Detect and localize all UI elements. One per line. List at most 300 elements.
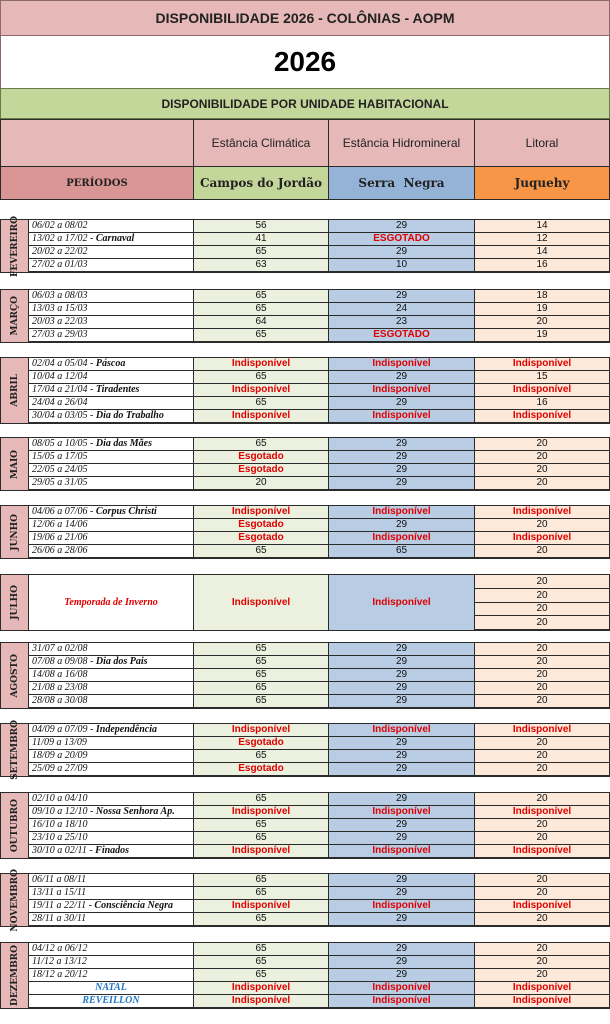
campos-cell: 56 (194, 220, 329, 233)
document-title: DISPONIBILIDADE 2026 - COLÔNIAS - AOPM (0, 0, 610, 36)
table-row (0, 545, 610, 558)
period-cell (29, 793, 194, 806)
serra-cell: 29 (329, 913, 475, 926)
serra-cell: 29 (329, 246, 475, 259)
period-cell (29, 737, 194, 750)
period-cell (29, 545, 194, 558)
period-dates: 28/08 a 30/08 (32, 695, 88, 706)
table-row (0, 900, 610, 913)
juquehy-cell: 20 (475, 545, 610, 558)
campos-cell: 41 (194, 233, 329, 246)
period-cell (29, 438, 194, 451)
serra-cell: 29 (329, 832, 475, 845)
location-header-campos: Campos do Jordão (194, 167, 329, 200)
event-name: Nossa Senhora Ap. (95, 806, 175, 817)
serra-cell: 29 (329, 290, 475, 303)
period-dates: 04/06 a 07/06 - (32, 506, 94, 517)
serra-cell: 29 (329, 943, 475, 956)
campos-cell: Indisponível (194, 982, 329, 995)
event-name: Dia dos Pais (95, 656, 148, 667)
period-cell (29, 477, 194, 490)
year-heading: 2026 (0, 36, 610, 88)
campos-cell: 65 (194, 643, 329, 656)
campos-cell: Indisponível (194, 845, 329, 858)
table-row (0, 669, 610, 682)
table-row (0, 643, 610, 656)
period-cell (29, 290, 194, 303)
serra-cell: 29 (329, 477, 475, 490)
juquehy-cell: 18 (475, 290, 610, 303)
period-dates: 29/05 a 31/05 (32, 477, 88, 488)
holiday-label: NATAL (95, 982, 127, 993)
month-label: NOVEMBRO (9, 868, 20, 932)
period-cell (29, 943, 194, 956)
serra-cell: ESGOTADO (329, 329, 475, 342)
period-dates: 12/06 a 14/06 (32, 519, 88, 530)
event-name: Corpus Christi (95, 506, 157, 517)
serra-cell: 65 (329, 545, 475, 558)
period-cell (29, 451, 194, 464)
period-cell (29, 669, 194, 682)
juquehy-cell: 20 (475, 464, 610, 477)
campos-cell: 65 (194, 290, 329, 303)
period-cell (29, 682, 194, 695)
table-row (0, 763, 610, 776)
table-row (0, 438, 610, 451)
campos-cell: 65 (194, 329, 329, 342)
period-cell (29, 519, 194, 532)
table-row (0, 956, 610, 969)
period-dates: 25/09 a 27/09 (32, 763, 88, 774)
table-row (0, 656, 610, 669)
campos-cell: Esgotado (194, 464, 329, 477)
campos-cell: 65 (194, 656, 329, 669)
serra-cell: Indisponível (329, 982, 475, 995)
juquehy-cell: 20 (475, 874, 610, 887)
campos-cell: 20 (194, 477, 329, 490)
period-dates: 13/02 a 17/02 - (32, 233, 94, 244)
period-cell (29, 819, 194, 832)
juquehy-cell: Indisponível (475, 724, 610, 737)
campos-cell: 65 (194, 303, 329, 316)
campos-cell: Indisponível (194, 506, 329, 519)
period-dates: 06/03 a 08/03 (32, 290, 88, 301)
season-label: Temporada de Inverno (29, 574, 194, 631)
juquehy-cell: Indisponível (475, 982, 610, 995)
period-dates: 30/04 a 03/05 - (32, 410, 94, 421)
serra-cell: 29 (329, 669, 475, 682)
period-dates: 20/02 a 22/02 (32, 246, 88, 257)
campos-cell: Esgotado (194, 763, 329, 776)
table-row (0, 519, 610, 532)
period-cell (29, 246, 194, 259)
event-name: Carnaval (95, 233, 135, 244)
period-dates: 24/04 a 26/04 (32, 397, 88, 408)
serra-cell: 29 (329, 819, 475, 832)
campos-cell: 65 (194, 682, 329, 695)
campos-cell: Esgotado (194, 451, 329, 464)
juquehy-cell: 19 (475, 329, 610, 342)
juquehy-cell: 20 (475, 616, 610, 630)
table-row (0, 464, 610, 477)
type-header-climatica: Estância Climática (194, 119, 329, 167)
campos-cell: 65 (194, 913, 329, 926)
event-name: Finados (95, 845, 130, 856)
period-cell (29, 845, 194, 858)
serra-cell: Indisponível (329, 384, 475, 397)
period-dates: 30/10 a 02/11 - (32, 845, 93, 856)
serra-cell: 29 (329, 643, 475, 656)
table-row (0, 477, 610, 490)
juquehy-cell: 20 (475, 695, 610, 708)
table-row (0, 793, 610, 806)
campos-cell: 65 (194, 438, 329, 451)
period-cell (29, 956, 194, 969)
juquehy-cell: 20 (475, 603, 610, 617)
period-dates: 14/08 a 16/08 (32, 669, 88, 680)
juquehy-cell: 14 (475, 220, 610, 233)
period-cell (29, 695, 194, 708)
serra-cell: 29 (329, 737, 475, 750)
period-cell (29, 329, 194, 342)
juquehy-cell: 20 (475, 943, 610, 956)
table-row (0, 737, 610, 750)
period-cell (29, 969, 194, 982)
table-row (0, 397, 610, 410)
period-dates: 28/11 a 30/11 (32, 913, 87, 924)
serra-cell: 24 (329, 303, 475, 316)
juquehy-cell: 20 (475, 737, 610, 750)
period-cell (29, 750, 194, 763)
period-dates: 06/11 a 08/11 (32, 874, 87, 885)
table-row (0, 832, 610, 845)
period-cell (29, 887, 194, 900)
period-dates: 18/09 a 20/09 (32, 750, 88, 761)
period-cell (29, 506, 194, 519)
location-header-juquehy: Juquehy (475, 167, 610, 200)
campos-cell: Indisponível (194, 384, 329, 397)
table-row (0, 724, 610, 737)
period-dates: 31/07 a 02/08 (32, 643, 88, 654)
period-dates: 27/03 a 29/03 (32, 329, 88, 340)
period-dates: 07/08 a 09/08 - (32, 656, 94, 667)
table-row (0, 410, 610, 423)
month-label: MARÇO (9, 296, 20, 336)
table-row (0, 874, 610, 887)
period-cell (29, 410, 194, 423)
period-dates: 19/06 a 21/06 (32, 532, 88, 543)
table-row (0, 303, 610, 316)
period-dates: 16/10 a 18/10 (32, 819, 88, 830)
period-cell (29, 303, 194, 316)
serra-cell: Indisponível (329, 410, 475, 423)
serra-cell: 29 (329, 956, 475, 969)
event-name: Dia do Trabalho (95, 410, 164, 421)
campos-cell: 65 (194, 750, 329, 763)
campos-cell: Esgotado (194, 532, 329, 545)
type-header-hidromineral: Estância Hidromineral (329, 119, 475, 167)
serra-cell: Indisponível (329, 845, 475, 858)
table-row (0, 943, 610, 956)
serra-cell: 29 (329, 397, 475, 410)
period-cell (29, 259, 194, 272)
month-label: OUTUBRO (9, 798, 20, 853)
campos-cell: 65 (194, 874, 329, 887)
campos-cell: Indisponível (194, 574, 329, 631)
blank-header-cell (0, 119, 194, 167)
juquehy-cell: 20 (475, 832, 610, 845)
period-cell (29, 806, 194, 819)
period-dates: 15/05 a 17/05 (32, 451, 88, 462)
serra-cell: Indisponível (329, 900, 475, 913)
juquehy-cell: 20 (475, 682, 610, 695)
juquehy-cell: Indisponível (475, 410, 610, 423)
serra-cell: 10 (329, 259, 475, 272)
table-row (0, 246, 610, 259)
juquehy-cell: 16 (475, 259, 610, 272)
juquehy-cell: Indisponível (475, 845, 610, 858)
campos-cell: 65 (194, 956, 329, 969)
campos-cell: Indisponível (194, 900, 329, 913)
serra-cell: 23 (329, 316, 475, 329)
event-name: Independência (95, 724, 157, 735)
serra-cell: Indisponível (329, 532, 475, 545)
table-row (0, 695, 610, 708)
table-row (0, 532, 610, 545)
juquehy-cell: 20 (475, 956, 610, 969)
month-label: SETEMBRO (9, 720, 20, 780)
table-row (0, 845, 610, 858)
periods-header: PERÍODOS (0, 167, 194, 200)
juquehy-cell: 20 (475, 656, 610, 669)
campos-cell: 65 (194, 695, 329, 708)
column-header (0, 119, 610, 200)
table-row (0, 290, 610, 303)
serra-cell: 29 (329, 763, 475, 776)
table-row (0, 233, 610, 246)
campos-cell: 65 (194, 943, 329, 956)
period-cell (29, 995, 194, 1008)
juquehy-cell: Indisponível (475, 995, 610, 1008)
serra-cell: 29 (329, 656, 475, 669)
serra-cell: 29 (329, 793, 475, 806)
table-row (0, 913, 610, 926)
serra-cell: 29 (329, 220, 475, 233)
event-name: Dia das Mães (95, 438, 153, 449)
month-label: AGOSTO (9, 653, 20, 698)
juquehy-cell: Indisponível (475, 900, 610, 913)
juquehy-cell: 20 (475, 519, 610, 532)
campos-cell: 65 (194, 246, 329, 259)
period-dates: 08/05 a 10/05 - (32, 438, 94, 449)
table-row (0, 329, 610, 342)
serra-cell: 29 (329, 695, 475, 708)
subtitle-heading: DISPONIBILIDADE POR UNIDADE HABITACIONAL (0, 88, 610, 119)
period-dates: 26/06 a 28/06 (32, 545, 88, 556)
campos-cell: 65 (194, 969, 329, 982)
period-dates: 10/04 a 12/04 (32, 371, 88, 382)
period-cell (29, 233, 194, 246)
serra-cell: 29 (329, 519, 475, 532)
serra-cell: Indisponível (329, 506, 475, 519)
month-label: FEVEREIRO (9, 215, 20, 277)
period-cell (29, 358, 194, 371)
period-cell (29, 763, 194, 776)
campos-cell: 65 (194, 669, 329, 682)
serra-cell: Indisponível (329, 724, 475, 737)
period-cell (29, 982, 194, 995)
month-label: JULHO (9, 585, 20, 620)
juquehy-cell: 20 (475, 793, 610, 806)
serra-cell: Indisponível (329, 995, 475, 1008)
period-cell (29, 643, 194, 656)
period-dates: 02/04 a 05/04 - (32, 358, 94, 369)
period-cell (29, 913, 194, 926)
period-dates: 04/12 a 06/12 (32, 943, 88, 954)
event-name: Consciência Negra (94, 900, 174, 911)
juquehy-cell: 16 (475, 397, 610, 410)
table-row (0, 682, 610, 695)
event-name: Páscoa (95, 358, 126, 369)
campos-cell: 63 (194, 259, 329, 272)
juquehy-cell: 20 (475, 438, 610, 451)
campos-cell: 65 (194, 793, 329, 806)
period-cell (29, 832, 194, 845)
table-row (0, 995, 610, 1008)
juquehy-cell: 20 (475, 477, 610, 490)
juquehy-cell: 20 (475, 913, 610, 926)
serra-cell: 29 (329, 874, 475, 887)
period-dates: 13/03 a 15/03 (32, 303, 88, 314)
campos-cell: Indisponível (194, 806, 329, 819)
juquehy-cell: Indisponível (475, 506, 610, 519)
period-dates: 20/03 a 22/03 (32, 316, 88, 327)
period-cell (29, 874, 194, 887)
juquehy-cell: 20 (475, 575, 610, 589)
table-row (0, 259, 610, 272)
campos-cell: Indisponível (194, 410, 329, 423)
table-row (0, 969, 610, 982)
campos-cell: Indisponível (194, 995, 329, 1008)
period-dates: 09/10 a 12/10 - (32, 806, 94, 817)
period-cell (29, 316, 194, 329)
juquehy-cell: 20 (475, 887, 610, 900)
campos-cell: Indisponível (194, 724, 329, 737)
juquehy-cell: 12 (475, 233, 610, 246)
period-cell (29, 656, 194, 669)
campos-cell: 65 (194, 545, 329, 558)
table-row (0, 316, 610, 329)
juquehy-cell: 20 (475, 763, 610, 776)
month-label: DEZEMBRO (9, 945, 20, 1006)
period-dates: 17/04 a 21/04 - (32, 384, 94, 395)
period-dates: 02/10 a 04/10 (32, 793, 88, 804)
campos-cell: Esgotado (194, 519, 329, 532)
serra-cell: 29 (329, 969, 475, 982)
juquehy-cell: 14 (475, 246, 610, 259)
table-row (0, 806, 610, 819)
juquehy-cell: 20 (475, 750, 610, 763)
serra-cell: 29 (329, 464, 475, 477)
table-row (0, 750, 610, 763)
campos-cell: Esgotado (194, 737, 329, 750)
table-row (0, 451, 610, 464)
period-cell (29, 371, 194, 384)
juquehy-cell: 20 (475, 819, 610, 832)
period-dates: 18/12 a 20/12 (32, 969, 88, 980)
period-cell (29, 397, 194, 410)
juquehy-cell: Indisponível (475, 358, 610, 371)
table-row (0, 358, 610, 371)
period-dates: 19/11 a 22/11 - (32, 900, 92, 911)
juquehy-cell: Indisponível (475, 384, 610, 397)
juquehy-cell: 19 (475, 303, 610, 316)
period-dates: 11/09 a 13/09 (32, 737, 87, 748)
period-dates: 27/02 a 01/03 (32, 259, 88, 270)
campos-cell: 65 (194, 371, 329, 384)
period-dates: 06/02 a 08/02 (32, 220, 88, 231)
period-cell (29, 464, 194, 477)
table-row (0, 371, 610, 384)
period-cell (29, 220, 194, 233)
period-dates: 13/11 a 15/11 (32, 887, 87, 898)
type-header-litoral: Litoral (475, 119, 610, 167)
serra-cell: 29 (329, 371, 475, 384)
period-cell (29, 384, 194, 397)
table-row (0, 506, 610, 519)
period-dates: 04/09 a 07/09 - (32, 724, 94, 735)
period-dates: 22/05 a 24/05 (32, 464, 88, 475)
juquehy-cell: 20 (475, 316, 610, 329)
campos-cell: Indisponível (194, 358, 329, 371)
month-label: ABRIL (9, 374, 20, 407)
serra-cell: 29 (329, 451, 475, 464)
table-row (0, 220, 610, 233)
campos-cell: 65 (194, 832, 329, 845)
period-dates: 21/08 a 23/08 (32, 682, 88, 693)
campos-cell: 65 (194, 819, 329, 832)
holiday-label: RÉVEILLON (82, 995, 140, 1006)
month-label: JUNHO (9, 513, 20, 551)
period-dates: 11/12 a 13/12 (32, 956, 87, 967)
period-cell (29, 532, 194, 545)
location-header-serra: Serra Negra (329, 167, 475, 200)
juquehy-cell: 20 (475, 643, 610, 656)
juquehy-cell: 20 (475, 669, 610, 682)
campos-cell: 64 (194, 316, 329, 329)
juquehy-cell: Indisponível (475, 532, 610, 545)
juquehy-cell: 20 (475, 589, 610, 603)
serra-cell: Indisponível (329, 806, 475, 819)
period-dates: 23/10 a 25/10 (32, 832, 88, 843)
serra-cell: ESGOTADO (329, 233, 475, 246)
month-label: MAIO (9, 449, 20, 479)
period-cell (29, 900, 194, 913)
table-row (0, 887, 610, 900)
juquehy-cell: 15 (475, 371, 610, 384)
serra-cell: 29 (329, 438, 475, 451)
campos-cell: 65 (194, 887, 329, 900)
serra-cell: Indisponível (329, 358, 475, 371)
campos-cell: 65 (194, 397, 329, 410)
event-name: Tiradentes (95, 384, 140, 395)
serra-cell: 29 (329, 682, 475, 695)
table-row (0, 384, 610, 397)
month-label-box (0, 574, 29, 631)
juquehy-cell: 20 (475, 451, 610, 464)
table-row (0, 982, 610, 995)
serra-cell: 29 (329, 750, 475, 763)
